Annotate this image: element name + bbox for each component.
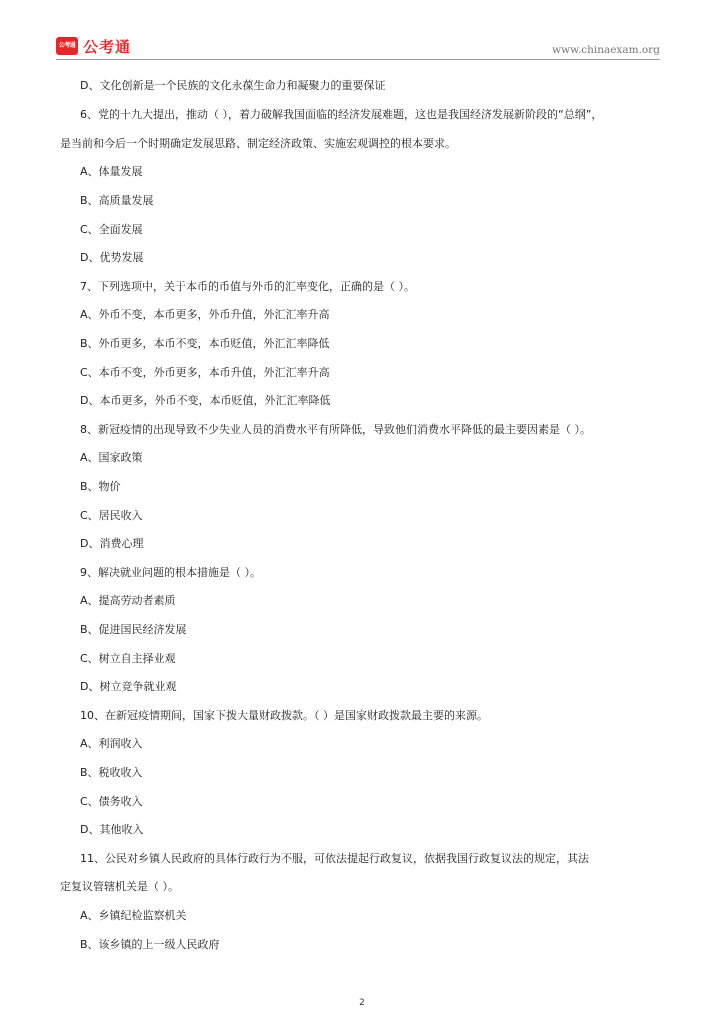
option-line: B、税收收入 <box>80 766 143 779</box>
option-line: B、促进国民经济发展 <box>80 623 187 636</box>
option-line: B、高质量发展 <box>80 194 154 207</box>
option-line: A、提高劳动者素质 <box>80 594 176 607</box>
page-number: 2 <box>359 998 365 1008</box>
option-line: D、文化创新是一个民族的文化永葆生命力和凝聚力的重要保证 <box>80 79 386 92</box>
question-line: 7、下列选项中，关于本币的币值与外币的汇率变化，正确的是（ ）。 <box>80 280 415 293</box>
option-line: D、本币更多，外币不变，本币贬值，外汇汇率降低 <box>80 394 331 407</box>
option-line: B、物价 <box>80 480 121 493</box>
header-divider <box>56 59 660 60</box>
option-line: D、优势发展 <box>80 251 144 264</box>
option-line: A、利润收入 <box>80 737 143 750</box>
option-line: C、树立自主择业观 <box>80 652 176 665</box>
question-line: 11、公民对乡镇人民政府的具体行政行为不服，可依法提起行政复议，依据我国行政复议法的规定，其法 <box>80 852 589 865</box>
option-line: A、乡镇纪检监察机关 <box>80 909 187 922</box>
question-continuation: 是当前和今后一个时期确定发展思路、制定经济政策、实施宏观调控的根本要求。 <box>60 137 456 150</box>
option-line: B、该乡镇的上一级人民政府 <box>80 938 220 951</box>
option-line: D、其他收入 <box>80 823 144 836</box>
option-line: C、全面发展 <box>80 223 143 236</box>
site-url: www.chinaexam.org <box>552 44 660 56</box>
option-line: C、居民收入 <box>80 509 143 522</box>
option-line: A、国家政策 <box>80 451 143 464</box>
option-line: D、消费心理 <box>80 537 144 550</box>
question-line: 10、在新冠疫情期间，国家下拨大量财政拨款。（ ）是国家财政拨款最主要的来源。 <box>80 709 488 722</box>
option-line: C、本币不变，外币更多，本币升值，外汇汇率升高 <box>80 366 330 379</box>
page-header <box>0 0 724 62</box>
logo <box>56 36 131 56</box>
question-continuation: 定复议管辖机关是（ ）。 <box>60 880 179 893</box>
question-line: 8、新冠疫情的出现导致不少失业人员的消费水平有所降低，导致他们消费水平降低的最主要因素是（ ）。 <box>80 423 591 436</box>
logo-badge-icon: 公考通 <box>56 37 78 55</box>
option-line: A、外币不变，本币更多，外币升值，外汇汇率升高 <box>80 308 330 321</box>
option-line: B、外币更多，本币不变，本币贬值，外汇汇率降低 <box>80 337 330 350</box>
option-line: D、树立竞争就业观 <box>80 680 177 693</box>
option-line: C、债务收入 <box>80 795 143 808</box>
question-line: 9、解决就业问题的根本措施是（ ）。 <box>80 566 261 579</box>
logo-text: 公考通 <box>83 37 132 56</box>
question-line: 6、党的十九大提出，推动（ ），着力破解我国面临的经济发展难题，这也是我国经济发展新阶段的“总纲”， <box>80 108 603 121</box>
option-line: A、体量发展 <box>80 165 143 178</box>
